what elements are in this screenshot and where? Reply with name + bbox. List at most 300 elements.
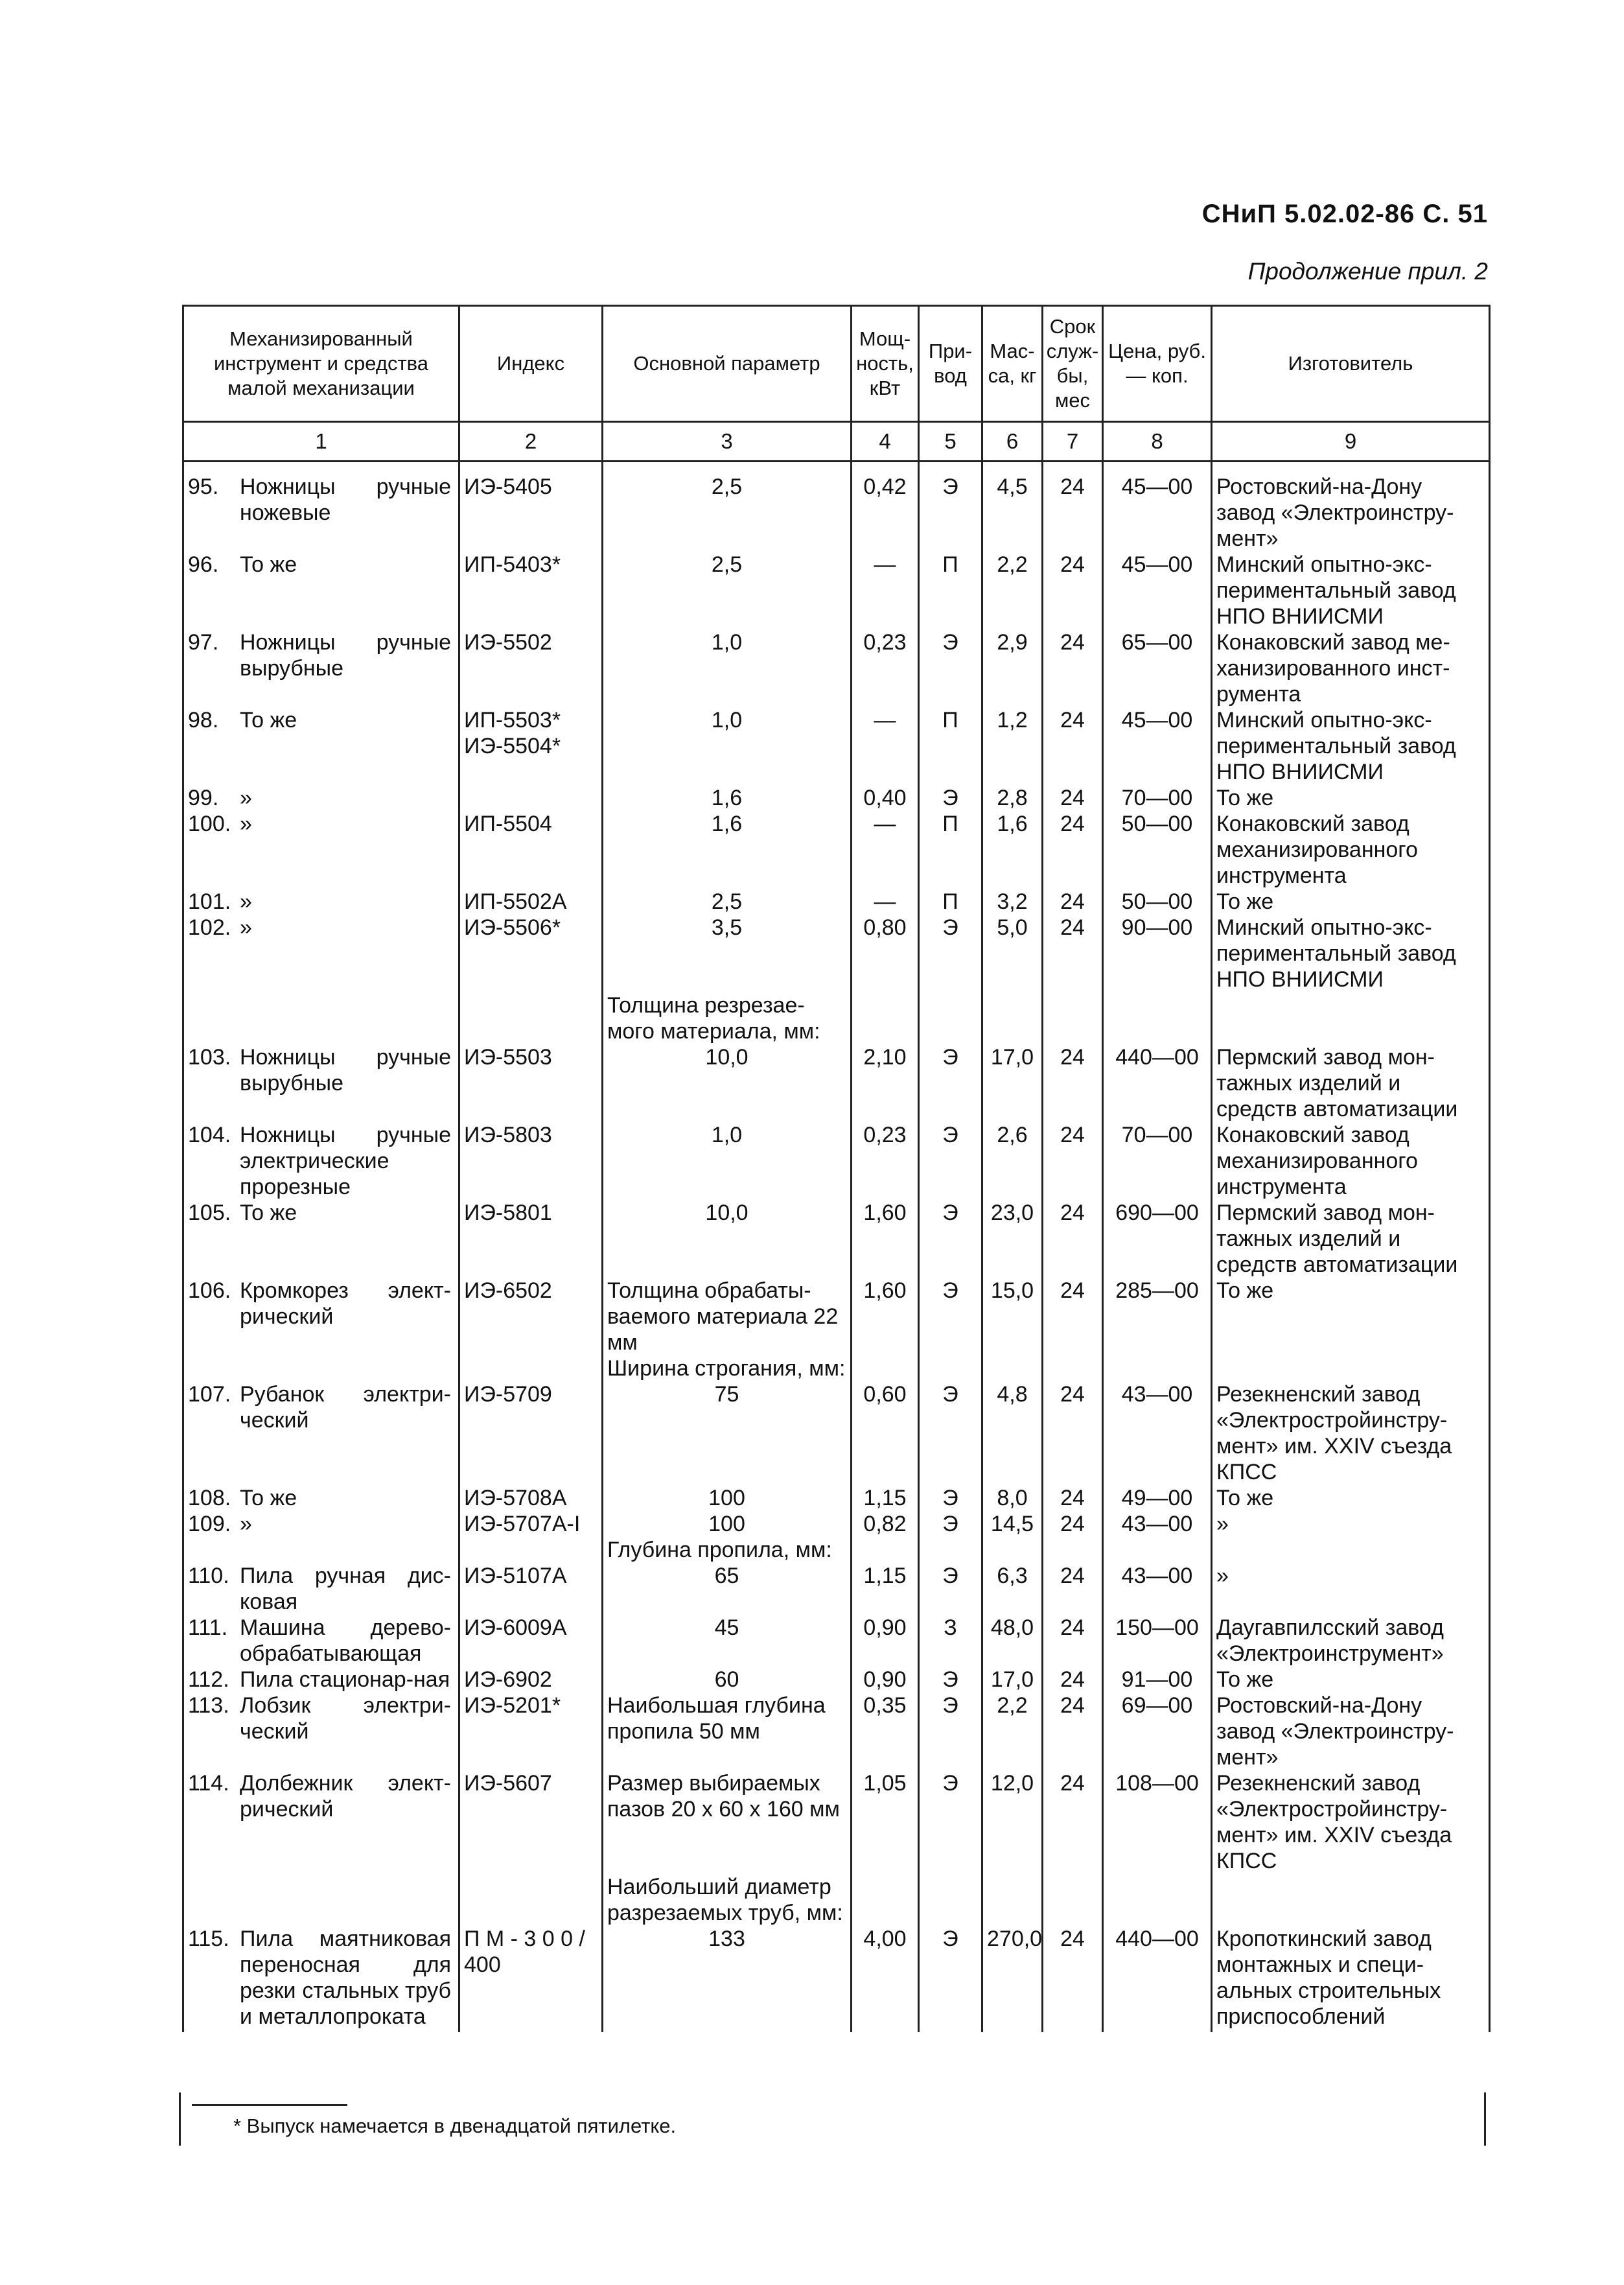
item-name: Ножницы ручные ножевые — [240, 475, 451, 525]
header-manufacturer: Изготовитель — [1212, 306, 1490, 422]
cell-tool-name — [183, 1200, 459, 1278]
table-row — [183, 1874, 1490, 1926]
cell-drive: Э — [919, 785, 982, 811]
item-name: » — [240, 786, 252, 810]
parameter-value: 1,6 — [711, 786, 743, 810]
header-mass: Мас-са, кг — [982, 306, 1043, 422]
cell-price: 50—00 — [1103, 889, 1212, 915]
cell-tool-name — [183, 1563, 459, 1615]
table-row — [183, 992, 1490, 1044]
cell-drive: Э — [919, 629, 982, 707]
cell-manufacturer: Пермский завод мон-тажных изделий и средств автоматизации — [1212, 1044, 1490, 1122]
cell-service-life: 24 — [1043, 629, 1103, 707]
cell-drive: Э — [919, 1926, 982, 2032]
cell-manufacturer: Минский опытно-экс-периментальный завод НПО ВНИИСМИ — [1212, 707, 1490, 785]
header-drive: При-вод — [919, 306, 982, 422]
cell-power: 0,35 — [852, 1693, 919, 1770]
cell-main-parameter — [603, 1511, 852, 1537]
cell-drive: Э — [919, 1122, 982, 1200]
header-main-parameter: Основной параметр — [603, 306, 852, 422]
cell-tool-name — [183, 1381, 459, 1485]
cell-price — [1103, 1537, 1212, 1563]
cell-mass: 17,0 — [982, 1044, 1043, 1122]
cell-index: ИЭ-5708А — [459, 1485, 603, 1511]
parameter-value: 1,6 — [711, 812, 743, 836]
cell-main-parameter — [603, 1770, 852, 1874]
cell-price: 65—00 — [1103, 629, 1212, 707]
cell-main-parameter — [603, 629, 852, 707]
cell-mass: 5,0 — [982, 915, 1043, 992]
cell-price: 70—00 — [1103, 1122, 1212, 1200]
table-row — [183, 785, 1490, 811]
cell-main-parameter — [603, 1926, 852, 2032]
cell-manufacturer: Ростовский-на-Дону завод «Электроинстру-мент» — [1212, 1693, 1490, 1770]
cell-power: 0,90 — [852, 1615, 919, 1667]
item-name: То же — [240, 552, 297, 577]
cell-service-life: 24 — [1043, 552, 1103, 629]
cell-manufacturer: Пермский завод мон-тажных изделий и средств автоматизации — [1212, 1200, 1490, 1278]
parameter-value: 60 — [714, 1667, 739, 1692]
cell-mass: 1,2 — [982, 707, 1043, 785]
column-number: 3 — [603, 422, 852, 462]
item-number: 105. — [188, 1201, 231, 1225]
cell-mass — [982, 1874, 1043, 1926]
table-row — [183, 915, 1490, 992]
cell-index — [459, 1355, 603, 1381]
column-number: 9 — [1212, 422, 1490, 462]
cell-price: 49—00 — [1103, 1485, 1212, 1511]
parameter-value: 1,0 — [711, 630, 743, 655]
table-row — [183, 1200, 1490, 1278]
cell-price: 90—00 — [1103, 915, 1212, 992]
cell-tool-name — [183, 1615, 459, 1667]
parameter-value: 10,0 — [705, 1045, 748, 1070]
cell-index: ИЭ-5405 — [459, 462, 603, 552]
cell-power: 1,05 — [852, 1770, 919, 1874]
item-number: 104. — [188, 1123, 231, 1147]
cell-service-life: 24 — [1043, 707, 1103, 785]
item-number: 96. — [188, 552, 219, 577]
cell-mass: 2,6 — [982, 1122, 1043, 1200]
cell-mass: 270,0 — [982, 1926, 1043, 2032]
cell-main-parameter — [603, 1044, 852, 1122]
cell-main-parameter — [603, 1693, 852, 1770]
item-name: Ножницы ручные вырубные — [240, 1045, 451, 1096]
cell-mass: 1,6 — [982, 811, 1043, 889]
cell-service-life: 24 — [1043, 1485, 1103, 1511]
cell-tool-name — [183, 629, 459, 707]
item-number: 95. — [188, 475, 219, 499]
cell-price: 70—00 — [1103, 785, 1212, 811]
item-name: » — [240, 915, 252, 940]
cell-power: 1,60 — [852, 1200, 919, 1278]
parameter-value: 2,5 — [711, 475, 743, 499]
equipment-table — [182, 305, 1491, 2032]
header-tool: Механизированный инструмент и средства малой механизации — [183, 306, 459, 422]
cell-power: 0,80 — [852, 915, 919, 992]
cell-service-life — [1043, 1355, 1103, 1381]
cell-index — [459, 785, 603, 811]
cell-service-life — [1043, 1537, 1103, 1563]
cell-tool-name — [183, 1874, 459, 1926]
cell-index: ИЭ-5502 — [459, 629, 603, 707]
cell-price: 43—00 — [1103, 1381, 1212, 1485]
table-row — [183, 811, 1490, 889]
document-code: СНиП 5.02.02-86 С. 51 — [1201, 200, 1488, 228]
item-name: То же — [240, 708, 297, 732]
item-number: 102. — [188, 915, 231, 940]
cell-price — [1103, 1355, 1212, 1381]
column-number: 4 — [852, 422, 919, 462]
column-number: 1 — [183, 422, 459, 462]
cell-price: 50—00 — [1103, 811, 1212, 889]
cell-drive: Э — [919, 1200, 982, 1278]
cell-main-parameter — [603, 462, 852, 552]
cell-price — [1103, 1874, 1212, 1926]
cell-manufacturer: То же — [1212, 1667, 1490, 1693]
cell-mass: 3,2 — [982, 889, 1043, 915]
item-name: То же — [240, 1201, 297, 1225]
cell-service-life: 24 — [1043, 1278, 1103, 1355]
cell-index — [459, 1874, 603, 1926]
cell-index: ИЭ-5201* — [459, 1693, 603, 1770]
cell-index: ИЭ-5707А-I — [459, 1511, 603, 1537]
footnote: * Выпуск намечается в двенадцатой пятилетке. — [233, 2115, 677, 2137]
column-number: 8 — [1103, 422, 1212, 462]
column-number: 6 — [982, 422, 1043, 462]
cell-service-life: 24 — [1043, 1693, 1103, 1770]
cell-price: 150—00 — [1103, 1615, 1212, 1667]
item-number: 101. — [188, 889, 231, 914]
item-number: 98. — [188, 708, 219, 732]
cell-price: 690—00 — [1103, 1200, 1212, 1278]
cell-main-parameter — [603, 1200, 852, 1278]
table-row — [183, 462, 1490, 552]
header-price: Цена, руб.— коп. — [1103, 306, 1212, 422]
cell-manufacturer: Резекненский завод «Электростройинстру-мент» им. XXIV съезда КПСС — [1212, 1770, 1490, 1874]
cell-drive: Э — [919, 1278, 982, 1355]
item-number: 114. — [188, 1771, 229, 1796]
table-row — [183, 1044, 1490, 1122]
cell-tool-name — [183, 785, 459, 811]
cell-power: 0,82 — [852, 1511, 919, 1537]
table-row — [183, 1537, 1490, 1563]
parameter-value: 10,0 — [705, 1201, 748, 1225]
cell-manufacturer: То же — [1212, 889, 1490, 915]
item-name: Пила ручная дис-ковая — [240, 1564, 451, 1614]
table-row — [183, 1355, 1490, 1381]
cell-main-parameter — [603, 1615, 852, 1667]
cell-service-life — [1043, 992, 1103, 1044]
table-row — [183, 889, 1490, 915]
cell-service-life: 24 — [1043, 1511, 1103, 1537]
table-row — [183, 552, 1490, 629]
item-number: 100. — [188, 812, 231, 836]
cell-drive — [919, 1537, 982, 1563]
cell-main-parameter — [603, 1278, 852, 1355]
cell-manufacturer — [1212, 1355, 1490, 1381]
cell-manufacturer: То же — [1212, 785, 1490, 811]
cell-drive: Э — [919, 462, 982, 552]
parameter-value: Ширина строгания, мм: — [607, 1356, 846, 1381]
cell-tool-name — [183, 1278, 459, 1355]
cell-tool-name — [183, 1511, 459, 1537]
parameter-value: Толщина резрезае-мого материала, мм: — [607, 993, 820, 1044]
cell-main-parameter — [603, 889, 852, 915]
table-row — [183, 1122, 1490, 1200]
cell-tool-name — [183, 1485, 459, 1511]
cell-power — [852, 992, 919, 1044]
cell-mass: 6,3 — [982, 1563, 1043, 1615]
cell-main-parameter — [603, 811, 852, 889]
cell-drive: П — [919, 707, 982, 785]
cell-main-parameter — [603, 1122, 852, 1200]
cell-price: 91—00 — [1103, 1667, 1212, 1693]
cell-power: 0,42 — [852, 462, 919, 552]
cell-power — [852, 1874, 919, 1926]
cell-power: 0,60 — [852, 1381, 919, 1485]
cell-service-life: 24 — [1043, 1122, 1103, 1200]
cell-main-parameter — [603, 1537, 852, 1563]
cell-service-life: 24 — [1043, 462, 1103, 552]
cell-index: П М - 3 0 0 / 400 — [459, 1926, 603, 2032]
table-row — [183, 1770, 1490, 1874]
item-name: Машина дерево-обрабатывающая — [240, 1615, 451, 1666]
cell-drive: Э — [919, 1563, 982, 1615]
parameter-value: Наибольший диаметр разрезаемых труб, мм: — [607, 1875, 843, 1925]
cell-price: 45—00 — [1103, 707, 1212, 785]
cell-index: ИЭ-6902 — [459, 1667, 603, 1693]
cell-manufacturer: Ростовский-на-Дону завод «Электроинстру-мент» — [1212, 462, 1490, 552]
header-power: Мощ-ность, кВт — [852, 306, 919, 422]
column-number: 5 — [919, 422, 982, 462]
cell-power: — — [852, 889, 919, 915]
cell-tool-name — [183, 1667, 459, 1693]
item-name: Пила стационар-ная — [240, 1667, 450, 1692]
cell-service-life: 24 — [1043, 811, 1103, 889]
table-row — [183, 1693, 1490, 1770]
cell-manufacturer: Конаковский завод механизированного инструмента — [1212, 811, 1490, 889]
cell-mass: 4,5 — [982, 462, 1043, 552]
cell-drive: Э — [919, 1485, 982, 1511]
parameter-value: 1,0 — [711, 1123, 743, 1147]
cell-service-life: 24 — [1043, 1926, 1103, 2032]
cell-service-life: 24 — [1043, 915, 1103, 992]
cell-power: 4,00 — [852, 1926, 919, 2032]
cell-tool-name — [183, 1044, 459, 1122]
cell-tool-name — [183, 1122, 459, 1200]
cell-tool-name — [183, 992, 459, 1044]
cell-drive: Э — [919, 1044, 982, 1122]
cell-index: ИЭ-5801 — [459, 1200, 603, 1278]
parameter-value: 100 — [708, 1486, 745, 1510]
cell-tool-name — [183, 552, 459, 629]
item-name: То же — [240, 1486, 297, 1510]
cell-mass — [982, 1537, 1043, 1563]
cell-index: ИЭ-5503 — [459, 1044, 603, 1122]
cell-price: 43—00 — [1103, 1511, 1212, 1537]
table-row — [183, 1485, 1490, 1511]
item-number: 111. — [188, 1615, 228, 1640]
table-right-border-tail — [1484, 2092, 1486, 2146]
cell-drive: З — [919, 1615, 982, 1667]
item-number: 110. — [188, 1564, 229, 1588]
cell-power — [852, 1355, 919, 1381]
parameter-value: Размер выбираемых пазов 20 x 60 x 160 мм — [607, 1771, 840, 1822]
cell-manufacturer: То же — [1212, 1485, 1490, 1511]
cell-power: — — [852, 811, 919, 889]
cell-mass: 12,0 — [982, 1770, 1043, 1874]
cell-index — [459, 992, 603, 1044]
cell-index: ИЭ-5709 — [459, 1381, 603, 1485]
cell-drive: Э — [919, 915, 982, 992]
cell-tool-name — [183, 889, 459, 915]
column-number: 7 — [1043, 422, 1103, 462]
cell-drive — [919, 1355, 982, 1381]
cell-mass: 23,0 — [982, 1200, 1043, 1278]
cell-power: 1,15 — [852, 1485, 919, 1511]
cell-drive: П — [919, 552, 982, 629]
cell-drive: Э — [919, 1693, 982, 1770]
cell-drive — [919, 992, 982, 1044]
cell-index: ИЭ-5803 — [459, 1122, 603, 1200]
item-number: 108. — [188, 1486, 231, 1510]
cell-drive: Э — [919, 1667, 982, 1693]
cell-index: ИП-5504 — [459, 811, 603, 889]
cell-manufacturer: Минский опытно-экс-периментальный завод НПО ВНИИСМИ — [1212, 915, 1490, 992]
cell-drive: П — [919, 811, 982, 889]
table-row — [183, 1615, 1490, 1667]
cell-service-life: 24 — [1043, 1615, 1103, 1667]
table-row — [183, 1563, 1490, 1615]
cell-price: 69—00 — [1103, 1693, 1212, 1770]
cell-tool-name — [183, 811, 459, 889]
item-name: Долбежник элект-рический — [240, 1771, 451, 1822]
equipment-table-wrapper — [182, 305, 1489, 2032]
item-name: » — [240, 1512, 252, 1536]
item-number: 109. — [188, 1512, 231, 1536]
item-number: 113. — [188, 1693, 229, 1718]
parameter-value: Толщина обрабаты-ваемого материала 22 мм — [607, 1278, 839, 1355]
item-number: 112. — [188, 1667, 229, 1692]
cell-index: ИЭ-6009А — [459, 1615, 603, 1667]
cell-power: 1,60 — [852, 1278, 919, 1355]
cell-service-life: 24 — [1043, 889, 1103, 915]
cell-manufacturer: Минский опытно-экс-периментальный завод НПО ВНИИСМИ — [1212, 552, 1490, 629]
parameter-value: 45 — [714, 1615, 739, 1640]
cell-service-life — [1043, 1874, 1103, 1926]
cell-manufacturer: Кропоткинский завод монтажных и специ-альных строительных приспособлений — [1212, 1926, 1490, 2032]
cell-main-parameter — [603, 552, 852, 629]
cell-mass: 48,0 — [982, 1615, 1043, 1667]
cell-power: — — [852, 552, 919, 629]
cell-index: ИЭ-5506* — [459, 915, 603, 992]
cell-main-parameter — [603, 1667, 852, 1693]
parameter-value: 2,5 — [711, 552, 743, 577]
cell-mass — [982, 992, 1043, 1044]
cell-manufacturer — [1212, 1537, 1490, 1563]
cell-power — [852, 1537, 919, 1563]
footnote-rule — [192, 2104, 347, 2106]
item-number: 103. — [188, 1045, 231, 1070]
table-row — [183, 1667, 1490, 1693]
cell-mass: 14,5 — [982, 1511, 1043, 1537]
table-row — [183, 707, 1490, 785]
cell-mass: 15,0 — [982, 1278, 1043, 1355]
cell-manufacturer: Резекненский завод «Электростройинстру-мент» им. XXIV съезда КПСС — [1212, 1381, 1490, 1485]
cell-service-life: 24 — [1043, 1563, 1103, 1615]
cell-tool-name — [183, 1926, 459, 2032]
cell-manufacturer: Конаковский завод ме-ханизированного инст-румента — [1212, 629, 1490, 707]
cell-price: 45—00 — [1103, 552, 1212, 629]
item-number: 99. — [188, 786, 219, 810]
parameter-value: 2,5 — [711, 889, 743, 914]
cell-service-life: 24 — [1043, 1770, 1103, 1874]
item-name: Рубанок электри-ческий — [240, 1382, 451, 1433]
cell-mass: 2,2 — [982, 552, 1043, 629]
table-header-row — [183, 306, 1490, 422]
cell-power: 1,15 — [852, 1563, 919, 1615]
item-number: 106. — [188, 1278, 231, 1303]
item-name: » — [240, 812, 252, 836]
cell-tool-name — [183, 1537, 459, 1563]
parameter-value: 133 — [708, 1927, 745, 1951]
cell-index: ИП-5403* — [459, 552, 603, 629]
cell-tool-name — [183, 462, 459, 552]
item-name: » — [240, 889, 252, 914]
table-row — [183, 1926, 1490, 2032]
cell-price — [1103, 992, 1212, 1044]
parameter-value: Наибольшая глубина пропила 50 мм — [607, 1693, 826, 1744]
cell-manufacturer — [1212, 1874, 1490, 1926]
table-row — [183, 1278, 1490, 1355]
cell-price: 45—00 — [1103, 462, 1212, 552]
item-name: Пила маятниковая переносная для резки стальных труб и металлопроката — [240, 1927, 451, 2029]
table-row — [183, 1511, 1490, 1537]
header-service-life: Срок служ-бы, мес — [1043, 306, 1103, 422]
cell-tool-name — [183, 707, 459, 785]
cell-mass: 4,8 — [982, 1381, 1043, 1485]
item-name: Кромкорез элект-рический — [240, 1278, 451, 1329]
cell-mass: 2,8 — [982, 785, 1043, 811]
cell-mass: 2,2 — [982, 1693, 1043, 1770]
cell-index: ИП-5502А — [459, 889, 603, 915]
cell-service-life: 24 — [1043, 785, 1103, 811]
cell-main-parameter — [603, 785, 852, 811]
cell-main-parameter — [603, 1381, 852, 1485]
cell-main-parameter — [603, 1485, 852, 1511]
cell-drive: Э — [919, 1511, 982, 1537]
cell-tool-name — [183, 1770, 459, 1874]
cell-main-parameter — [603, 1874, 852, 1926]
cell-index: ИЭ-6502 — [459, 1278, 603, 1355]
cell-tool-name — [183, 1693, 459, 1770]
cell-price: 440—00 — [1103, 1926, 1212, 2032]
cell-tool-name — [183, 915, 459, 992]
column-number: 2 — [459, 422, 603, 462]
cell-mass — [982, 1355, 1043, 1381]
cell-service-life: 24 — [1043, 1381, 1103, 1485]
cell-price: 43—00 — [1103, 1563, 1212, 1615]
cell-drive: П — [919, 889, 982, 915]
cell-drive: Э — [919, 1381, 982, 1485]
cell-manufacturer: » — [1212, 1511, 1490, 1537]
cell-drive — [919, 1874, 982, 1926]
item-number: 107. — [188, 1382, 231, 1407]
cell-power: 0,23 — [852, 1122, 919, 1200]
cell-power: 0,90 — [852, 1667, 919, 1693]
parameter-value: 65 — [714, 1564, 739, 1588]
